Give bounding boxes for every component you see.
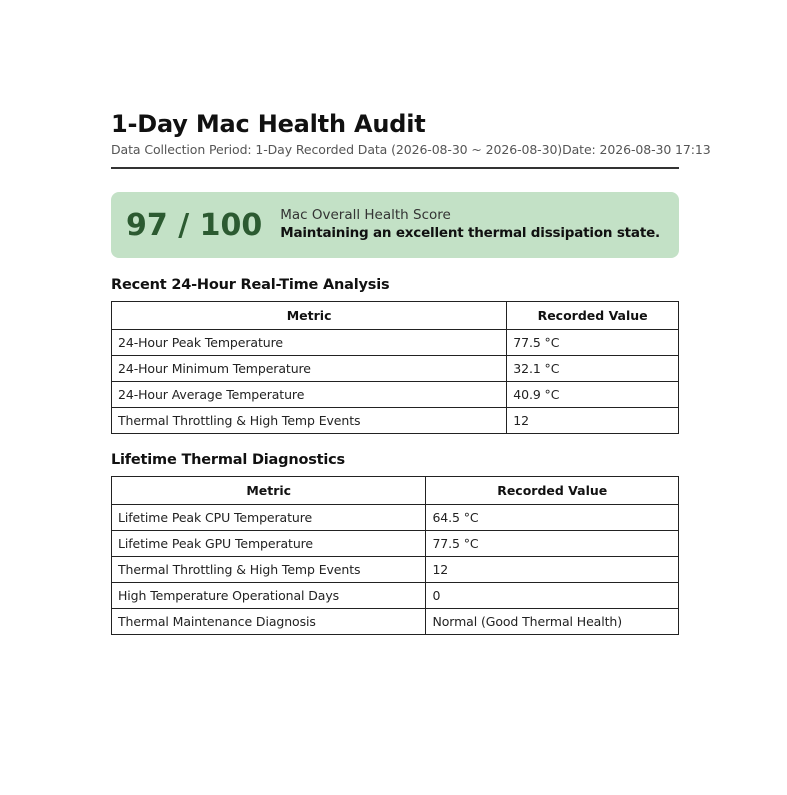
health-score-value: 97 / 100 (126, 208, 263, 243)
health-score-label: Mac Overall Health Score (280, 207, 451, 223)
health-score-card (111, 192, 679, 258)
value-cell: 77.5 °C (507, 330, 679, 356)
value-cell: 12 (507, 408, 679, 434)
recent-analysis-heading: Recent 24-Hour Real-Time Analysis (111, 277, 390, 293)
metric-cell: 24-Hour Average Temperature (112, 382, 507, 408)
value-cell: 77.5 °C (426, 531, 679, 557)
table-row (112, 330, 679, 356)
metric-cell: High Temperature Operational Days (112, 583, 426, 609)
value-cell: Normal (Good Thermal Health) (426, 609, 679, 635)
column-header-value: Recorded Value (507, 302, 679, 330)
recent-analysis-table (111, 301, 679, 434)
value-cell: 64.5 °C (426, 505, 679, 531)
table-row (112, 531, 679, 557)
table-row (112, 583, 679, 609)
value-cell: 0 (426, 583, 679, 609)
table-row (112, 557, 679, 583)
table-row (112, 408, 679, 434)
metric-cell: 24-Hour Peak Temperature (112, 330, 507, 356)
collection-period: Data Collection Period: 1-Day Recorded Data (2026-08-30 ~ 2026-08-30) (111, 142, 563, 157)
value-cell: 12 (426, 557, 679, 583)
metric-cell: Lifetime Peak GPU Temperature (112, 531, 426, 557)
table-header-row (112, 302, 679, 330)
table-row (112, 609, 679, 635)
metric-cell: 24-Hour Minimum Temperature (112, 356, 507, 382)
column-header-metric: Metric (112, 302, 507, 330)
page-title: 1-Day Mac Health Audit (111, 110, 426, 138)
health-score-text (280, 207, 660, 243)
table-row (112, 382, 679, 408)
report-date: Date: 2026-08-30 17:13 (562, 142, 711, 157)
table-header-row (112, 477, 679, 505)
report-page (111, 108, 711, 635)
health-score-description: Maintaining an excellent thermal dissipation state. (280, 225, 660, 241)
lifetime-diagnostics-heading: Lifetime Thermal Diagnostics (111, 452, 345, 468)
column-header-metric: Metric (112, 477, 426, 505)
value-cell: 40.9 °C (507, 382, 679, 408)
table-row (112, 505, 679, 531)
value-cell: 32.1 °C (507, 356, 679, 382)
column-header-value: Recorded Value (426, 477, 679, 505)
metric-cell: Thermal Throttling & High Temp Events (112, 408, 507, 434)
table-row (112, 356, 679, 382)
report-meta (111, 142, 711, 169)
metric-cell: Thermal Maintenance Diagnosis (112, 609, 426, 635)
metric-cell: Lifetime Peak CPU Temperature (112, 505, 426, 531)
metric-cell: Thermal Throttling & High Temp Events (112, 557, 426, 583)
lifetime-diagnostics-table (111, 476, 679, 635)
